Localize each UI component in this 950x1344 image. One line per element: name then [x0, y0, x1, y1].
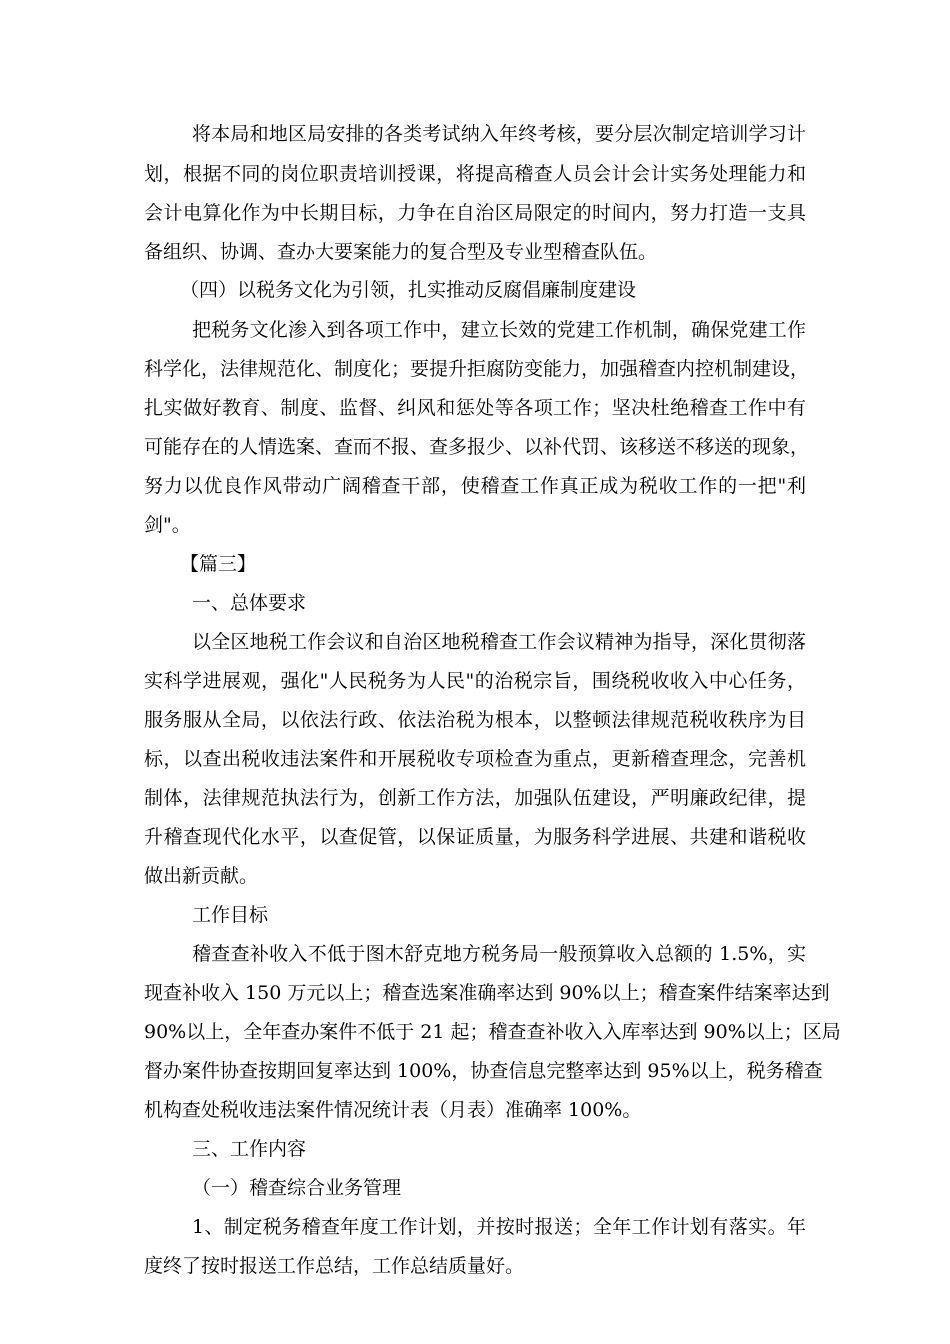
paragraph-line: 做出新贡献。 — [144, 865, 259, 887]
paragraph-line: 督办案件协查按期回复率达到 100%，协查信息完整率达到 95%以上，税务稽查 — [144, 1060, 823, 1082]
paragraph-line: 努力以优良作风带动广阔稽查干部，使稽查工作真正成为税收工作的一把"利 — [144, 475, 806, 497]
paragraph-line: 升稽查现代化水平，以查促管，以保证质量，为服务科学进展、共建和谐税收 — [144, 826, 806, 848]
paragraph-line: 会计电算化作为中长期目标，力争在自治区局限定的时间内，努力打造一支具 — [144, 202, 806, 224]
section-heading: 工作目标 — [192, 904, 269, 926]
paragraph-line: 实科学进展观，强化"人民税务为人民"的治税宗旨，围绕税收收入中心任务， — [144, 670, 806, 692]
paragraph-line: 稽查查补收入不低于图木舒克地方税务局一般预算收入总额的 1.5%，实 — [192, 943, 806, 965]
paragraph-line: 划，根据不同的岗位职责培训授课，将提高稽查人员会计会计实务处理能力和 — [144, 163, 806, 185]
subsection-heading: （一）稽查综合业务管理 — [192, 1177, 402, 1199]
section-heading: 一、总体要求 — [192, 592, 307, 614]
paragraph-line: 备组织、协调、查办大要案能力的复合型及专业型稽查队伍。 — [144, 241, 658, 263]
paragraph-line: 制体，法律规范执法行为，创新工作方法，加强队伍建设，严明廉政纪律，提 — [144, 787, 806, 809]
paragraph-line: 度终了按时报送工作总结，工作总结质量好。 — [144, 1255, 525, 1277]
section-heading: （四）以税务文化为引领，扎实推动反腐倡廉制度建设 — [180, 279, 637, 301]
paragraph-line: 1、制定税务稽查年度工作计划，并按时报送；全年工作计划有落实。年 — [192, 1216, 806, 1238]
paragraph-line: 将本局和地区局安排的各类考试纳入年终考核，要分层次制定培训学习计 — [192, 123, 806, 145]
paragraph-line: 可能存在的人情选案、查而不报、查多报少、以补代罚、该移送不移送的现象， — [144, 436, 810, 458]
paragraph-line: 机构查处税收违法案件情况统计表（月表）准确率 100%。 — [144, 1099, 642, 1121]
section-heading: 三、工作内容 — [192, 1138, 307, 1160]
paragraph-line: 服务服从全局，以依法行政、依法治税为根本，以整顿法律规范税收秩序为目 — [144, 709, 806, 731]
paragraph-line: 90%以上，全年查办案件不低于 21 起；稽查查补收入入库率达到 90%以上；区局 — [144, 1021, 841, 1043]
paragraph-line: 把税务文化渗入到各项工作中，建立长效的党建工作机制，确保党建工作 — [192, 319, 806, 341]
paragraph-line: 以全区地税工作会议和自治区地税稽查工作会议精神为指导，深化贯彻落 — [192, 631, 806, 653]
paragraph-line: 扎实做好教育、制度、监督、纠风和惩处等各项工作；坚决杜绝稽查工作中有 — [144, 397, 806, 419]
paragraph-line: 现查补收入 150 万元以上；稽查选案准确率达到 90%以上；稽查案件结案率达到 — [144, 982, 830, 1004]
paragraph-line: 科学化，法律规范化、制度化；要提升拒腐防变能力，加强稽查内控机制建设， — [144, 358, 810, 380]
chapter-heading: 【篇三】 — [180, 553, 257, 575]
paragraph-line: 剑"。 — [144, 514, 191, 536]
paragraph-line: 标，以查出税收违法案件和开展税收专项检查为重点，更新稽查理念，完善机 — [144, 748, 806, 770]
